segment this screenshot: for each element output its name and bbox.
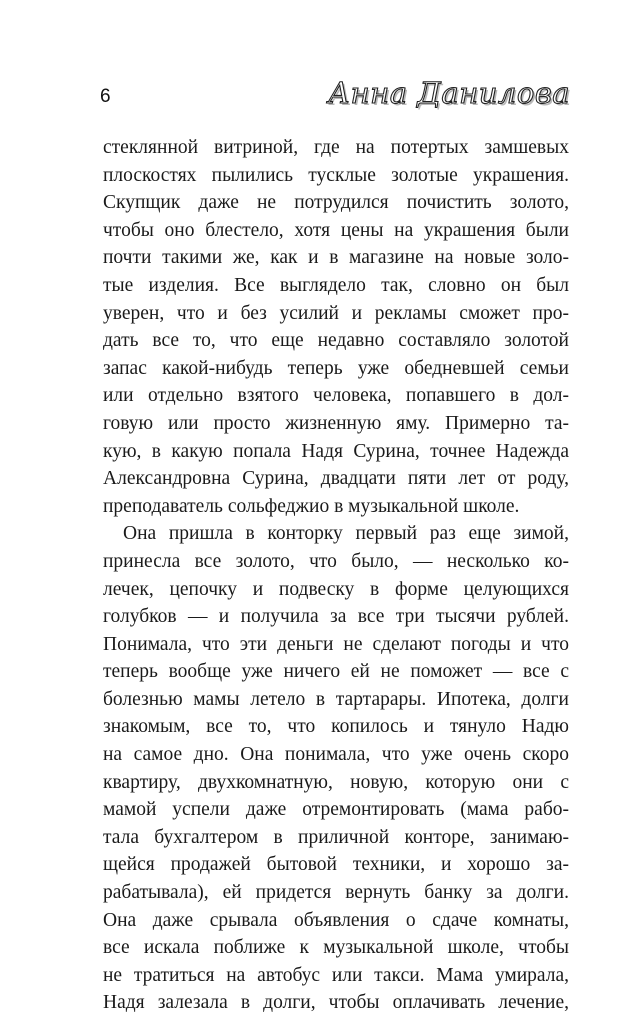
- text-line: лечек, цепочку и подвеску в форме целующихся: [103, 578, 569, 600]
- text-line: плоскостях пылились тусклые золотые украшения.: [103, 164, 569, 186]
- text-line: Скупщик даже не потрудился почистить золото,: [103, 192, 569, 214]
- text-line: Она даже срывала объявления о сдаче комнаты,: [103, 909, 569, 931]
- text-line: тые изделия. Все выглядело так, словно он был: [103, 274, 569, 296]
- text-line: голубков — и получила за все три тысячи рублей.: [103, 606, 569, 628]
- page-header: [100, 76, 570, 122]
- text-line: рабатывала), ей придется вернуть банку за долги.: [103, 882, 569, 904]
- text-line: все искала поближе к музыкальной школе, чтобы: [103, 937, 569, 959]
- text-line: стеклянной витриной, где на потертых замшевых: [103, 137, 569, 158]
- text-line: уверен, что и без усилий и рекламы сможет про-: [103, 302, 569, 324]
- paragraph-first-line: Она пришла в конторку первый раз еще зимой,: [123, 523, 569, 545]
- text-line: теперь вообще уже ничего ей не поможет — все с: [103, 661, 569, 683]
- text-line: болезнью мамы летело в тартарары. Ипотека, долги: [103, 688, 569, 710]
- running-head-author: Анна Данилова: [328, 76, 570, 110]
- text-line: или отдельно взятого человека, попавшего в дол-: [103, 385, 569, 407]
- text-line: тала бухгалтером в приличной конторе, занимаю-: [103, 826, 569, 848]
- text-line: принесла все золото, что было, — несколько ко-: [103, 550, 569, 572]
- text-line: почти такими же, как и в магазине на новые золо-: [103, 247, 569, 269]
- text-line: на самое дно. Она понимала, что уже очень скоро: [103, 744, 569, 766]
- text-line: Надя залезала в долги, чтобы оплачивать лечение,: [103, 992, 569, 1014]
- text-line: кую, в какую попала Надя Сурина, точнее Надежда: [103, 440, 569, 462]
- text-line: мамой успели даже отремонтировать (мама рабо-: [103, 799, 569, 821]
- text-line: Понимала, что эти деньги не сделают погоды и что: [103, 633, 569, 655]
- text-line: чтобы оно блестело, хотя цены на украшения были: [103, 219, 569, 241]
- text-line: преподаватель сольфеджио в музыкальной школе.: [103, 495, 520, 517]
- text-line: не тратиться на автобус или такси. Мама умирала,: [103, 964, 569, 986]
- text-line: квартиру, двухкомнатную, новую, которую они с: [103, 771, 569, 793]
- body-text: [103, 134, 569, 1017]
- text-line: дать все то, что еще недавно составляло золотой: [103, 330, 569, 352]
- text-line: знакомым, все то, что копилось и тянуло Надю: [103, 716, 569, 738]
- text-line: щейся продажей бытовой техники, и хорошо за-: [103, 854, 569, 876]
- text-line: говую или просто жизненную яму. Примерно та-: [103, 412, 569, 434]
- text-line: запас какой-нибудь теперь уже обедневшей семьи: [103, 357, 569, 379]
- text-line: Александровна Сурина, двадцати пяти лет от роду,: [103, 468, 569, 490]
- page-number: 6: [100, 86, 111, 107]
